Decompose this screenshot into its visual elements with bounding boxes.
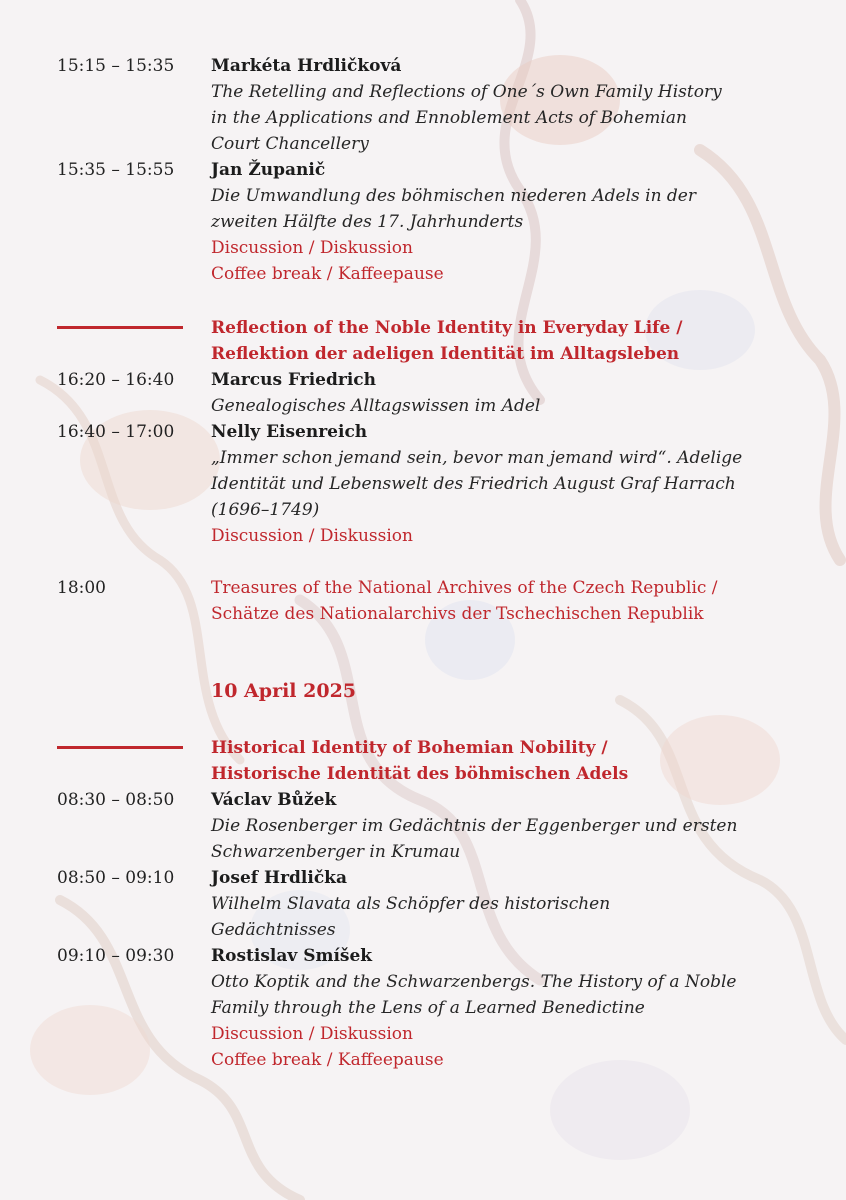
talk-title-line: Wilhelm Slavata als Schöpfer des historischen [211,894,611,914]
discussion-note: Discussion / Diskussion [211,526,413,546]
discussion-note: Discussion / Diskussion [211,238,413,258]
session-time: 18:00 [57,578,106,598]
speaker-name: Václav Bůžek [211,790,337,810]
speaker-name: Josef Hrdlička [211,868,347,888]
discussion-note: Discussion / Diskussion [211,1024,413,1044]
session-time: 09:10 – 09:30 [57,946,175,966]
session-time: 08:50 – 09:10 [57,868,175,888]
talk-title [211,969,811,1021]
talk-title [211,891,811,943]
speaker-name: Jan Županič [211,160,326,180]
talk-title-line: Gedächtnisses [211,920,336,940]
talk-title-line: Otto Koptik and the Schwarzenbergs. The History of a Noble [211,972,737,992]
session-time: 16:20 – 16:40 [57,370,175,390]
speaker-name: Nelly Eisenreich [211,422,368,442]
talk-title-line: Die Rosenberger im Gedächtnis der Eggenberger und ersten [211,816,738,836]
coffee-break-note: Coffee break / Kaffeepause [211,264,444,284]
talk-title-line: Die Umwandlung des böhmischen niederen Adels in der [211,186,696,206]
speaker-name: Markéta Hrdličková [211,56,402,76]
section-heading-line: Reflektion der adeligen Identität im Alltagsleben [211,344,680,364]
coffee-break-note: Coffee break / Kaffeepause [211,1050,444,1070]
talk-title [211,79,811,157]
talk-title-line: (1696–1749) [211,500,320,520]
evening-event-line: Treasures of the National Archives of the Czech Republic / [211,578,718,598]
talk-title-line: Identität und Lebenswelt des Friedrich August Graf Harrach [211,474,736,494]
talk-title-line: Family through the Lens of a Learned Benedictine [211,998,645,1018]
session-time: 15:15 – 15:35 [57,56,175,76]
talk-title-line: Schwarzenberger in Krumau [211,842,461,862]
speaker-name: Rostislav Smíšek [211,946,373,966]
session-time: 15:35 – 15:55 [57,160,175,180]
section-rule [57,746,183,749]
section-heading-line: Historical Identity of Bohemian Nobility / [211,738,608,758]
date-heading: 10 April 2025 [211,680,357,702]
talk-title-line: zweiten Hälfte des 17. Jahrhunderts [211,212,524,232]
talk-title-line: „Immer schon jemand sein, bevor man jemand wird“. Adelige [211,448,743,468]
section-rule [57,326,183,329]
session-time: 08:30 – 08:50 [57,790,175,810]
talk-title [211,445,811,523]
talk-title-line: Genealogisches Alltagswissen im Adel [211,396,541,416]
talk-title-line: Court Chancellery [211,134,369,154]
session-time: 16:40 – 17:00 [57,422,175,442]
talk-title [211,393,811,419]
section-heading-line: Reflection of the Noble Identity in Everyday Life / [211,318,683,338]
section-heading-line: Historische Identität des böhmischen Adels [211,764,629,784]
talk-title [211,183,811,235]
speaker-name: Marcus Friedrich [211,370,377,390]
evening-event-line: Schätze des Nationalarchivs der Tschechischen Republik [211,604,704,624]
talk-title-line: in the Applications and Ennoblement Acts of Bohemian [211,108,687,128]
talk-title-line: The Retelling and Reflections of One´s Own Family History [211,82,722,102]
talk-title [211,813,811,865]
